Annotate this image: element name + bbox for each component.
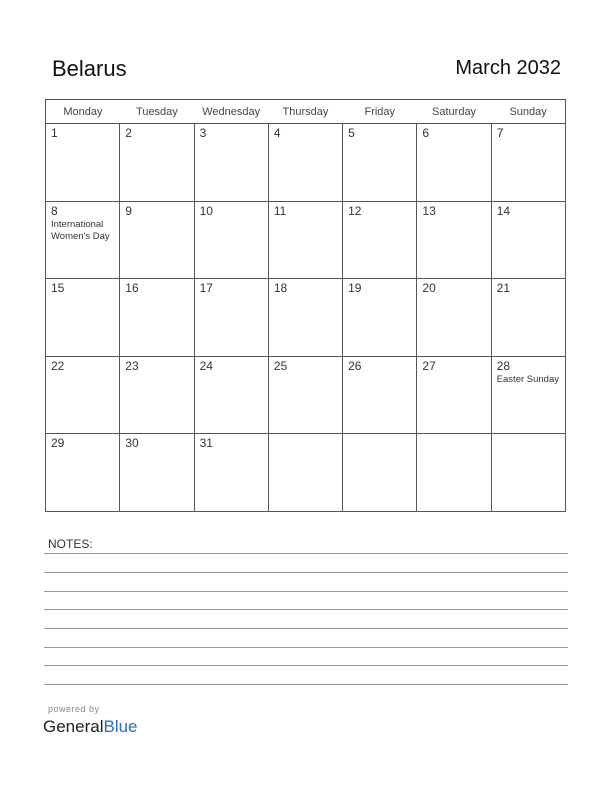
weekday-thursday: Thursday bbox=[268, 100, 342, 124]
day-number: 12 bbox=[348, 203, 362, 218]
day-number: 29 bbox=[51, 436, 65, 451]
day-number: 10 bbox=[199, 203, 213, 218]
weekday-friday: Friday bbox=[343, 100, 417, 124]
weekday-saturday: Saturday bbox=[417, 100, 491, 124]
day-number: 1 bbox=[51, 126, 58, 140]
week-row bbox=[46, 279, 566, 357]
day-cell bbox=[491, 201, 565, 279]
calendar-grid bbox=[45, 99, 566, 512]
weekday-tuesday: Tuesday bbox=[120, 100, 194, 124]
day-cell bbox=[343, 356, 417, 434]
day-number: 3 bbox=[199, 126, 207, 140]
note-line bbox=[44, 647, 568, 648]
day-number: 22 bbox=[51, 358, 65, 373]
note-line bbox=[44, 553, 568, 554]
day-cell bbox=[120, 356, 194, 434]
weekday-wednesday: Wednesday bbox=[194, 100, 268, 124]
day-cell bbox=[268, 201, 342, 279]
day-cell bbox=[120, 434, 194, 512]
day-number: 13 bbox=[422, 203, 436, 218]
brand-general-text: General bbox=[43, 717, 104, 736]
day-cell bbox=[343, 279, 417, 357]
day-cell bbox=[491, 124, 565, 202]
day-cell bbox=[46, 356, 120, 434]
day-cell bbox=[46, 201, 120, 279]
day-number: 17 bbox=[199, 281, 213, 296]
week-row bbox=[46, 356, 566, 434]
day-number: 9 bbox=[125, 203, 132, 218]
note-line bbox=[44, 572, 568, 573]
day-cell bbox=[120, 124, 194, 202]
note-line bbox=[44, 628, 568, 629]
day-number: 30 bbox=[125, 436, 139, 451]
holiday-label: Easter Sunday bbox=[496, 373, 560, 385]
brand-blue-text: Blue bbox=[103, 717, 138, 736]
day-cell bbox=[491, 279, 565, 357]
day-number: 4 bbox=[273, 126, 281, 140]
day-number: 21 bbox=[496, 281, 511, 296]
day-cell bbox=[417, 201, 491, 279]
day-cell bbox=[491, 356, 565, 434]
day-cell bbox=[268, 124, 342, 202]
day-number: 18 bbox=[273, 281, 288, 296]
day-cell bbox=[120, 201, 194, 279]
day-number: 14 bbox=[496, 203, 511, 218]
note-line bbox=[44, 609, 568, 610]
day-cell bbox=[194, 434, 268, 512]
week-row bbox=[46, 124, 566, 202]
day-cell bbox=[268, 356, 342, 434]
day-number: 2 bbox=[125, 126, 132, 140]
weekday-monday: Monday bbox=[46, 100, 120, 124]
day-cell bbox=[343, 124, 417, 202]
day-number: 28 bbox=[496, 358, 511, 373]
day-cell bbox=[343, 201, 417, 279]
day-number: 24 bbox=[199, 358, 213, 373]
weekday-sunday: Sunday bbox=[491, 100, 565, 124]
day-cell bbox=[417, 356, 491, 434]
day-number: 19 bbox=[348, 281, 362, 296]
note-line bbox=[44, 665, 568, 666]
day-cell bbox=[417, 124, 491, 202]
week-row bbox=[46, 434, 566, 512]
day-cell bbox=[194, 201, 268, 279]
day-number: 8 bbox=[51, 203, 58, 218]
day-number: 11 bbox=[273, 203, 287, 218]
day-number: 23 bbox=[125, 358, 139, 373]
day-number: 7 bbox=[496, 126, 504, 140]
week-row bbox=[46, 201, 566, 279]
powered-by-text: powered by bbox=[48, 704, 100, 714]
day-number: 26 bbox=[348, 358, 362, 373]
day-cell bbox=[417, 279, 491, 357]
brand-logo bbox=[43, 717, 138, 737]
day-cell bbox=[46, 279, 120, 357]
day-number: 6 bbox=[422, 126, 430, 140]
day-number: 15 bbox=[51, 281, 65, 296]
day-cell bbox=[268, 279, 342, 357]
day-cell bbox=[46, 434, 120, 512]
day-cell bbox=[343, 434, 417, 512]
day-cell bbox=[417, 434, 491, 512]
day-cell bbox=[491, 434, 565, 512]
day-cell bbox=[194, 279, 268, 357]
day-number: 31 bbox=[199, 436, 213, 451]
day-cell bbox=[194, 124, 268, 202]
day-cell bbox=[120, 279, 194, 357]
country-title: Belarus bbox=[52, 56, 127, 81]
day-number: 16 bbox=[125, 281, 139, 296]
day-cell bbox=[268, 434, 342, 512]
day-number: 27 bbox=[422, 358, 436, 373]
note-line bbox=[44, 591, 568, 592]
month-year-title: March 2032 bbox=[455, 57, 561, 79]
day-number: 25 bbox=[273, 358, 288, 373]
notes-label: NOTES: bbox=[48, 537, 93, 551]
weekday-header-row bbox=[46, 100, 566, 124]
holiday-label: International Women's Day bbox=[51, 218, 110, 242]
note-line bbox=[44, 684, 568, 685]
day-cell bbox=[194, 356, 268, 434]
day-number: 20 bbox=[422, 281, 436, 296]
day-cell bbox=[46, 124, 120, 202]
day-number: 5 bbox=[348, 126, 355, 140]
